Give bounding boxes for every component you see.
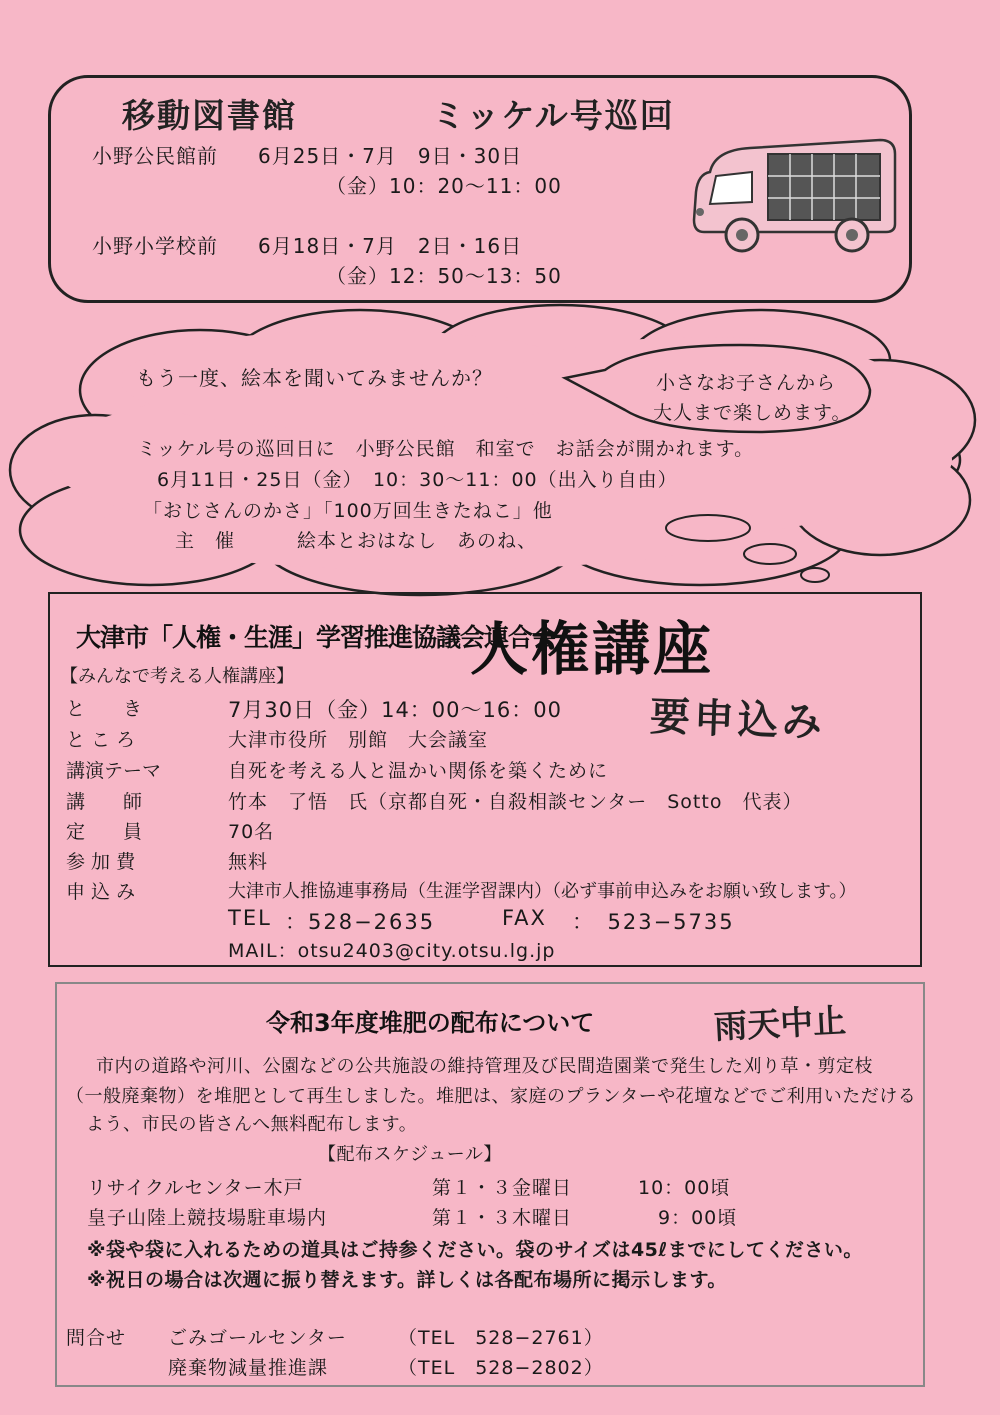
- hr-title: 人権講座: [470, 615, 715, 683]
- row-apply-label: 申 込 み: [66, 881, 136, 903]
- note-2: ※祝日の場合は次週に振り替えます。詳しくは各配布場所に掲示します。: [87, 1269, 727, 1291]
- row-capacity-label: 定 員: [66, 821, 143, 843]
- row-place-label: と こ ろ: [66, 729, 136, 751]
- compost-body-1: 市内の道路や河川、公園などの公共施設の維持管理及び民間造園業で発生した刈り草・剪定枝: [96, 1056, 873, 1077]
- row-capacity-value: 70名: [228, 821, 275, 843]
- storytime-headline: もう一度、絵本を聞いてみませんか？: [136, 366, 493, 390]
- row-place-value: 大津市役所 別館 大会議室: [228, 729, 489, 751]
- row-lecturer-value: 竹本 了悟 氏（京都自死・自殺相談センター Sotto 代表）: [228, 791, 803, 813]
- compost-title: 令和3年度堆肥の配布について: [266, 1009, 595, 1037]
- schedule-title: 【配布スケジュール】: [318, 1144, 502, 1165]
- compost-body-2: （一般廃棄物）を堆肥として再生しました。堆肥は、家庭のプランターや花壇などでご利用いただける: [66, 1086, 917, 1107]
- hr-organization: 大津市「人権・生涯」学習推進協議会連合会: [76, 623, 557, 652]
- storytime-line-1: ミッケル号の巡回日に 小野公民館 和室で お話会が開かれます。: [137, 438, 755, 460]
- contact-1-tel: （TEL 528−2761）: [398, 1327, 604, 1349]
- storytime-line-2: 6月11日・25日（金） 10：30～11：00（出入り自由）: [157, 469, 678, 491]
- tel-label: TEL: [228, 906, 272, 930]
- contact-1-name: ごみゴールセンター: [168, 1327, 347, 1349]
- stop-1-time: （金）10：20～11：00: [326, 174, 562, 198]
- mail-address: MAIL：otsu2403@city.otsu.lg.jp: [228, 940, 556, 962]
- contact-2-tel: （TEL 528−2802）: [398, 1357, 604, 1379]
- organizer-label: 主 催: [175, 530, 236, 552]
- storytime-line-3: 「おじさんのかさ」「100万回生きたねこ」他: [143, 500, 553, 522]
- schedule-1-place: リサイクルセンター木戸: [87, 1177, 304, 1199]
- row-time-value: 7月30日（金）14：00～16：00: [228, 698, 562, 722]
- schedule-2-day: 第１・３木曜日: [432, 1207, 573, 1229]
- rain-cancel-stamp: 雨天中止: [713, 1000, 848, 1047]
- hr-subtitle: 【みんなで考える人権講座】: [60, 666, 294, 687]
- library-subtitle: ミッケル号巡回: [432, 96, 675, 135]
- library-title: 移動図書館: [122, 96, 297, 135]
- bubble-line-2: 大人まで楽しめます。: [653, 402, 852, 424]
- row-theme-label: 講演テーマ: [66, 760, 162, 782]
- row-lecturer-label: 講 師: [66, 791, 143, 813]
- compost-body-3: よう、市民の皆さんへ無料配布します。: [86, 1114, 418, 1135]
- schedule-2-place: 皇子山陸上競技場駐車場内: [87, 1207, 328, 1229]
- stop-1-place: 小野公民館前: [92, 144, 218, 168]
- row-time-label: と き: [66, 698, 143, 720]
- stop-2-dates: 6月18日・7月 2日・16日: [258, 234, 523, 258]
- stop-2-time: （金）12：50～13：50: [326, 264, 562, 288]
- row-theme-value: 自死を考える人と温かい関係を築くために: [228, 760, 609, 782]
- contact-label: 問合せ: [66, 1327, 127, 1349]
- apply-required-stamp: 要申込み: [649, 693, 827, 747]
- organizer-name: 絵本とおはなし あのね、: [297, 530, 538, 552]
- schedule-1-time: 10：00頃: [638, 1177, 731, 1199]
- row-fee-value: 無料: [228, 851, 269, 873]
- library-bus-illustration: [690, 132, 900, 257]
- fax-number: ： 523−5735: [572, 910, 735, 934]
- fax-label: FAX: [502, 906, 547, 930]
- stop-1-dates: 6月25日・7月 9日・30日: [258, 144, 523, 168]
- schedule-1-day: 第１・３金曜日: [432, 1177, 573, 1199]
- note-1: ※袋や袋に入れるための道具はご持参ください。袋のサイズは45ℓまでにしてください。: [87, 1239, 863, 1261]
- row-apply-value: 大津市人推協連事務局（生涯学習課内）（必ず事前申込みをお願い致します。）: [228, 881, 857, 902]
- tel-number: ：528−2635: [285, 910, 436, 934]
- contact-2-name: 廃棄物減量推進課: [168, 1357, 329, 1379]
- schedule-2-time: 9：00頃: [658, 1207, 738, 1229]
- bubble-line-1: 小さなお子さんから: [656, 372, 837, 394]
- stop-2-place: 小野小学校前: [92, 234, 218, 258]
- row-fee-label: 参 加 費: [66, 851, 136, 873]
